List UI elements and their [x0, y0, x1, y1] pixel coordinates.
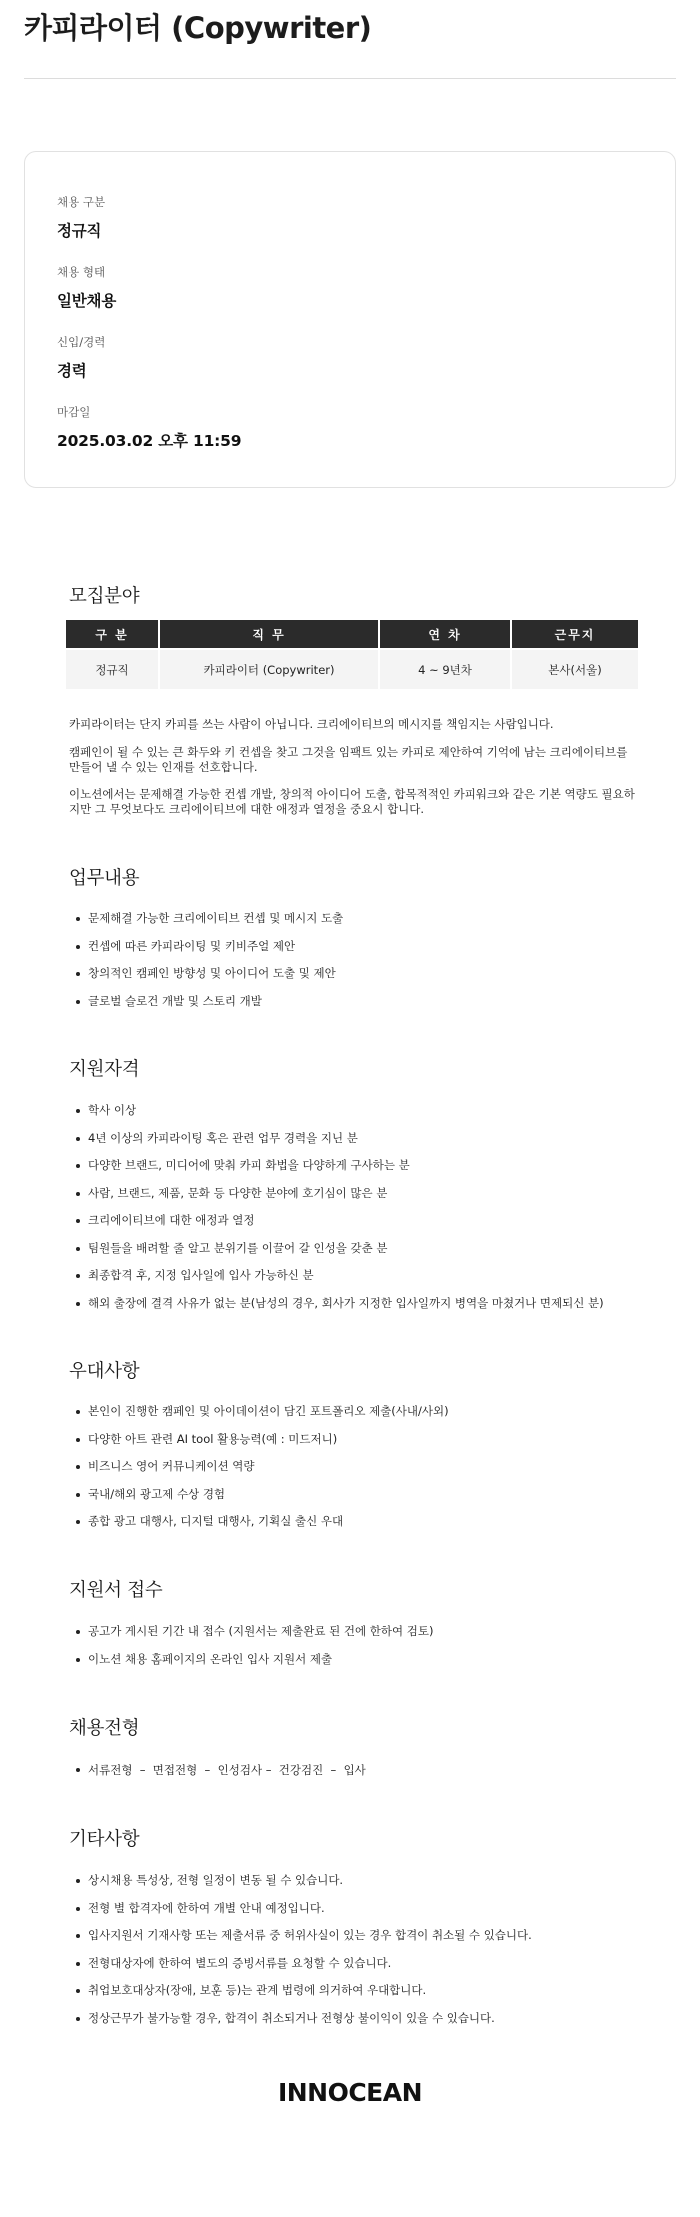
- info-value: 경력: [57, 362, 87, 380]
- list-item: 크리에이티브에 대한 애정과 열정: [74, 1213, 604, 1241]
- list-item: 본인이 진행한 캠페인 및 아이데이션이 담긴 포트폴리오 제출(사내/사외): [74, 1404, 449, 1432]
- list-item: 글로벌 슬로건 개발 및 스토리 개발: [74, 994, 343, 1022]
- table-cell: 카피라이터 (Copywriter): [160, 648, 378, 689]
- table-cell: 4 ~ 9년차: [380, 648, 510, 689]
- info-label: 채용 형태: [57, 265, 106, 279]
- info-employment-type: [57, 264, 116, 311]
- recruit-table: [64, 620, 640, 689]
- section-heading-application: 지원서 접수: [69, 1580, 163, 1601]
- section-heading-preferred: 우대사항: [69, 1361, 140, 1382]
- list-item: 다양한 아트 관련 AI tool 활용능력(예 : 미드저니): [74, 1432, 449, 1460]
- list-item: 공고가 게시된 기간 내 접수 (지원서는 제출완료 된 건에 한하여 검토): [74, 1624, 433, 1652]
- table-cell: 본사(서울): [512, 648, 638, 689]
- info-label: 채용 구분: [57, 195, 106, 209]
- duties-list: [74, 911, 343, 1021]
- list-item: 팀원들을 배려할 줄 알고 분위기를 이끌어 갈 인성을 갖춘 분: [74, 1241, 604, 1269]
- process-steps: 서류전형 – 면접전형 – 인성검사 – 건강검진 – 입사: [74, 1762, 366, 1778]
- info-label: 신입/경력: [57, 335, 106, 349]
- table-cell: 정규직: [66, 648, 158, 689]
- info-value: 2025.03.02 오후 11:59: [57, 432, 242, 450]
- table-header-cell: 구 분: [66, 620, 158, 648]
- list-item: 취업보호대상자(장애, 보훈 등)는 관계 법령에 의거하여 우대합니다.: [74, 1983, 532, 2011]
- info-employment-category: [57, 194, 105, 241]
- section-heading-duties: 업무내용: [69, 868, 140, 889]
- job-info-card: [24, 151, 676, 488]
- list-item: 창의적인 캠페인 방향성 및 아이디어 도출 및 제안: [74, 966, 343, 994]
- list-item: 국내/해외 광고제 수상 경험: [74, 1487, 449, 1515]
- innocean-logo: INNOCEAN: [277, 2078, 423, 2107]
- list-item: 전형대상자에 한하여 별도의 증빙서류를 요청할 수 있습니다.: [74, 1956, 532, 1984]
- section-heading-process: 채용전형: [69, 1718, 140, 1739]
- preferred-list: [74, 1404, 449, 1542]
- list-item: 이노션 채용 홈페이지의 온라인 입사 지원서 제출: [74, 1652, 433, 1680]
- list-item: 정상근무가 불가능할 경우, 합격이 취소되거나 전형상 불이익이 있을 수 있습니다.: [74, 2011, 532, 2039]
- table-header-row: [66, 620, 638, 648]
- list-item: 해외 출장에 결격 사유가 없는 분(남성의 경우, 회사가 지정한 입사일까지 병역을 마쳤거나 면제되신 분): [74, 1296, 604, 1324]
- recruit-paragraph: 이노션에서는 문제해결 가능한 컨셉 개발, 창의적 아이디어 도출, 합목적적인 카피워크와 같은 기본 역량도 필요하지만 그 무엇보다도 크리에이티브에 대한 애정과 열정을 중요시 합니다.: [69, 787, 635, 816]
- recruit-paragraph: 카피라이터는 단지 카피를 쓰는 사람이 아닙니다. 크리에이티브의 메시지를 책임지는 사람입니다.: [69, 717, 554, 731]
- list-item: 종합 광고 대행사, 디지털 대행사, 기획실 출신 우대: [74, 1514, 449, 1542]
- table-header-cell: 근무지: [512, 620, 638, 648]
- list-item: 컨셉에 따른 카피라이팅 및 키비주얼 제안: [74, 939, 343, 967]
- section-heading-etc: 기타사항: [69, 1829, 140, 1850]
- list-item: 학사 이상: [74, 1103, 604, 1131]
- list-item: 최종합격 후, 지정 입사일에 입사 가능하신 분: [74, 1268, 604, 1296]
- info-value: 일반채용: [57, 292, 117, 310]
- list-item: 다양한 브랜드, 미디어에 맞춰 카피 화법을 다양하게 구사하는 분: [74, 1158, 604, 1186]
- list-item: 비즈니스 영어 커뮤니케이션 역량: [74, 1459, 449, 1487]
- application-list: [74, 1624, 433, 1679]
- section-heading-recruit: 모집분야: [69, 586, 140, 607]
- qualifications-list: [74, 1103, 604, 1323]
- page-title: 카피라이터 (Copywriter): [24, 11, 372, 45]
- table-header-cell: 직 무: [160, 620, 378, 648]
- list-item: 상시채용 특성상, 전형 일정이 변동 될 수 있습니다.: [74, 1873, 532, 1901]
- recruit-paragraph: 캠페인이 될 수 있는 큰 화두와 키 컨셉을 찾고 그것을 임팩트 있는 카피로 제안하여 기억에 남는 크리에이티브를 만들어 낼 수 있는 인재를 선호합니다.: [69, 745, 628, 774]
- info-label: 마감일: [57, 405, 91, 419]
- list-item: 4년 이상의 카피라이팅 혹은 관련 업무 경력을 지닌 분: [74, 1131, 604, 1159]
- title-divider: [24, 78, 676, 79]
- info-deadline: [57, 404, 241, 451]
- list-item: 사람, 브랜드, 제품, 문화 등 다양한 분야에 호기심이 많은 분: [74, 1186, 604, 1214]
- info-career-level: [57, 334, 105, 381]
- table-row: [66, 648, 638, 689]
- etc-list: [74, 1873, 532, 2038]
- list-item: 전형 별 합격자에 한하여 개별 안내 예정입니다.: [74, 1901, 532, 1929]
- list-item: 입사지원서 기재사항 또는 제출서류 중 허위사실이 있는 경우 합격이 취소될 수 있습니다.: [74, 1928, 532, 1956]
- section-heading-qualifications: 지원자격: [69, 1059, 140, 1080]
- info-value: 정규직: [57, 222, 102, 240]
- table-header-cell: 연 차: [380, 620, 510, 648]
- list-item: 문제해결 가능한 크리에이티브 컨셉 및 메시지 도출: [74, 911, 343, 939]
